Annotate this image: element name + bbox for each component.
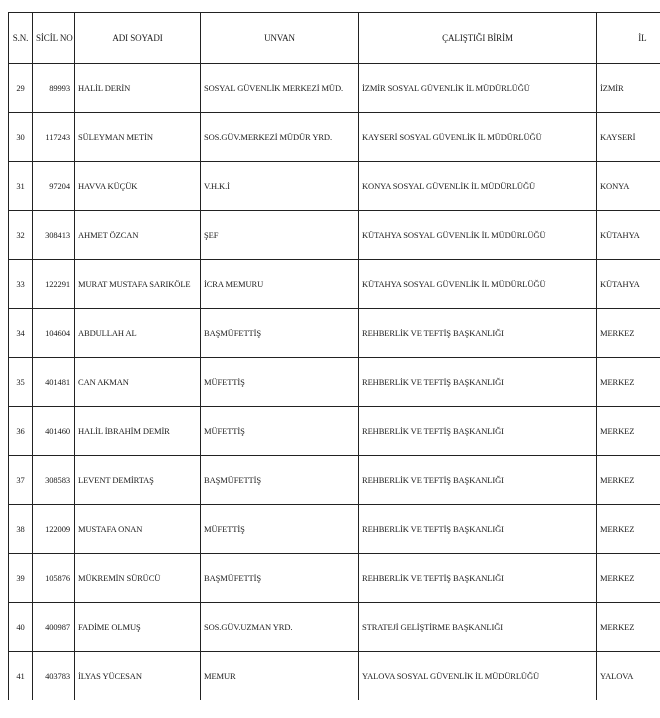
cell-sn: 36	[9, 407, 33, 456]
cell-unit: REHBERLİK VE TEFTİŞ BAŞKANLIĞI	[359, 309, 597, 358]
cell-city: MERKEZ	[597, 407, 660, 456]
header-city: İL	[597, 13, 660, 64]
cell-name: İLYAS YÜCESAN	[75, 652, 201, 701]
cell-unit: KAYSERİ SOSYAL GÜVENLİK İL MÜDÜRLÜĞÜ	[359, 113, 597, 162]
cell-sn: 34	[9, 309, 33, 358]
header-row	[9, 13, 660, 64]
cell-title: SOSYAL GÜVENLİK MERKEZİ MÜD.	[201, 64, 359, 113]
cell-sicil: 89993	[33, 64, 75, 113]
cell-unit: REHBERLİK VE TEFTİŞ BAŞKANLIĞI	[359, 407, 597, 456]
cell-name: FADİME OLMUŞ	[75, 603, 201, 652]
header-sn: S.N.	[9, 13, 33, 64]
cell-city: KAYSERİ	[597, 113, 660, 162]
table-row	[9, 64, 660, 113]
cell-city: MERKEZ	[597, 456, 660, 505]
cell-sicil: 122291	[33, 260, 75, 309]
cell-city: YALOVA	[597, 652, 660, 701]
table-row	[9, 358, 660, 407]
cell-sn: 38	[9, 505, 33, 554]
cell-title: V.H.K.İ	[201, 162, 359, 211]
cell-sicil: 117243	[33, 113, 75, 162]
cell-city: MERKEZ	[597, 603, 660, 652]
cell-sn: 37	[9, 456, 33, 505]
cell-title: BAŞMÜFETTİŞ	[201, 456, 359, 505]
table-row	[9, 260, 660, 309]
cell-sicil: 308413	[33, 211, 75, 260]
cell-title: MÜFETTİŞ	[201, 407, 359, 456]
cell-title: MÜFETTİŞ	[201, 358, 359, 407]
cell-name: MÜKREMİN SÜRÜCÜ	[75, 554, 201, 603]
header-sicil: SİCİL NO	[33, 13, 75, 64]
table-row	[9, 652, 660, 701]
cell-title: BAŞMÜFETTİŞ	[201, 554, 359, 603]
cell-sn: 39	[9, 554, 33, 603]
cell-title: SOS.GÜV.UZMAN YRD.	[201, 603, 359, 652]
cell-sn: 41	[9, 652, 33, 701]
cell-unit: KÜTAHYA SOSYAL GÜVENLİK İL MÜDÜRLÜĞÜ	[359, 211, 597, 260]
header-unit: ÇALIŞTIĞI BİRİM	[359, 13, 597, 64]
cell-sn: 31	[9, 162, 33, 211]
cell-sn: 40	[9, 603, 33, 652]
cell-unit: STRATEJİ GELİŞTİRME BAŞKANLIĞI	[359, 603, 597, 652]
cell-sicil: 308583	[33, 456, 75, 505]
cell-sicil: 403783	[33, 652, 75, 701]
cell-unit: KÜTAHYA SOSYAL GÜVENLİK İL MÜDÜRLÜĞÜ	[359, 260, 597, 309]
cell-sicil: 97204	[33, 162, 75, 211]
cell-unit: REHBERLİK VE TEFTİŞ BAŞKANLIĞI	[359, 358, 597, 407]
cell-unit: KONYA SOSYAL GÜVENLİK İL MÜDÜRLÜĞÜ	[359, 162, 597, 211]
cell-sicil: 401460	[33, 407, 75, 456]
cell-name: HALİL DERİN	[75, 64, 201, 113]
cell-title: ŞEF	[201, 211, 359, 260]
cell-title: SOS.GÜV.MERKEZİ MÜDÜR YRD.	[201, 113, 359, 162]
cell-city: MERKEZ	[597, 505, 660, 554]
table-row	[9, 407, 660, 456]
cell-sicil: 105876	[33, 554, 75, 603]
table-row	[9, 162, 660, 211]
personnel-list-document	[8, 12, 660, 700]
header-name: ADI SOYADI	[75, 13, 201, 64]
cell-name: MURAT MUSTAFA SARIKÖLE	[75, 260, 201, 309]
table-row	[9, 505, 660, 554]
cell-sn: 33	[9, 260, 33, 309]
table-row	[9, 554, 660, 603]
cell-city: MERKEZ	[597, 309, 660, 358]
cell-sn: 30	[9, 113, 33, 162]
cell-name: HAVVA KÜÇÜK	[75, 162, 201, 211]
cell-title: MÜFETTİŞ	[201, 505, 359, 554]
cell-title: İCRA MEMURU	[201, 260, 359, 309]
cell-sn: 35	[9, 358, 33, 407]
cell-unit: REHBERLİK VE TEFTİŞ BAŞKANLIĞI	[359, 456, 597, 505]
table-row	[9, 603, 660, 652]
cell-sicil: 122009	[33, 505, 75, 554]
cell-city: KONYA	[597, 162, 660, 211]
cell-name: CAN AKMAN	[75, 358, 201, 407]
table-row	[9, 309, 660, 358]
cell-unit: REHBERLİK VE TEFTİŞ BAŞKANLIĞI	[359, 505, 597, 554]
cell-title: MEMUR	[201, 652, 359, 701]
table-row	[9, 456, 660, 505]
cell-sn: 32	[9, 211, 33, 260]
header-title: UNVAN	[201, 13, 359, 64]
cell-name: LEVENT DEMİRTAŞ	[75, 456, 201, 505]
cell-sicil: 401481	[33, 358, 75, 407]
cell-sn: 29	[9, 64, 33, 113]
personnel-table	[8, 12, 660, 700]
table-row	[9, 113, 660, 162]
cell-name: ABDULLAH AL	[75, 309, 201, 358]
cell-unit: REHBERLİK VE TEFTİŞ BAŞKANLIĞI	[359, 554, 597, 603]
cell-city: KÜTAHYA	[597, 211, 660, 260]
cell-name: SÜLEYMAN METİN	[75, 113, 201, 162]
cell-unit: İZMİR SOSYAL GÜVENLİK İL MÜDÜRLÜĞÜ	[359, 64, 597, 113]
cell-name: MUSTAFA ONAN	[75, 505, 201, 554]
cell-city: MERKEZ	[597, 358, 660, 407]
cell-name: AHMET ÖZCAN	[75, 211, 201, 260]
cell-sicil: 400987	[33, 603, 75, 652]
cell-sicil: 104604	[33, 309, 75, 358]
cell-name: HALİL İBRAHİM DEMİR	[75, 407, 201, 456]
table-row	[9, 211, 660, 260]
cell-unit: YALOVA SOSYAL GÜVENLİK İL MÜDÜRLÜĞÜ	[359, 652, 597, 701]
cell-city: İZMİR	[597, 64, 660, 113]
cell-city: MERKEZ	[597, 554, 660, 603]
cell-title: BAŞMÜFETTİŞ	[201, 309, 359, 358]
cell-city: KÜTAHYA	[597, 260, 660, 309]
